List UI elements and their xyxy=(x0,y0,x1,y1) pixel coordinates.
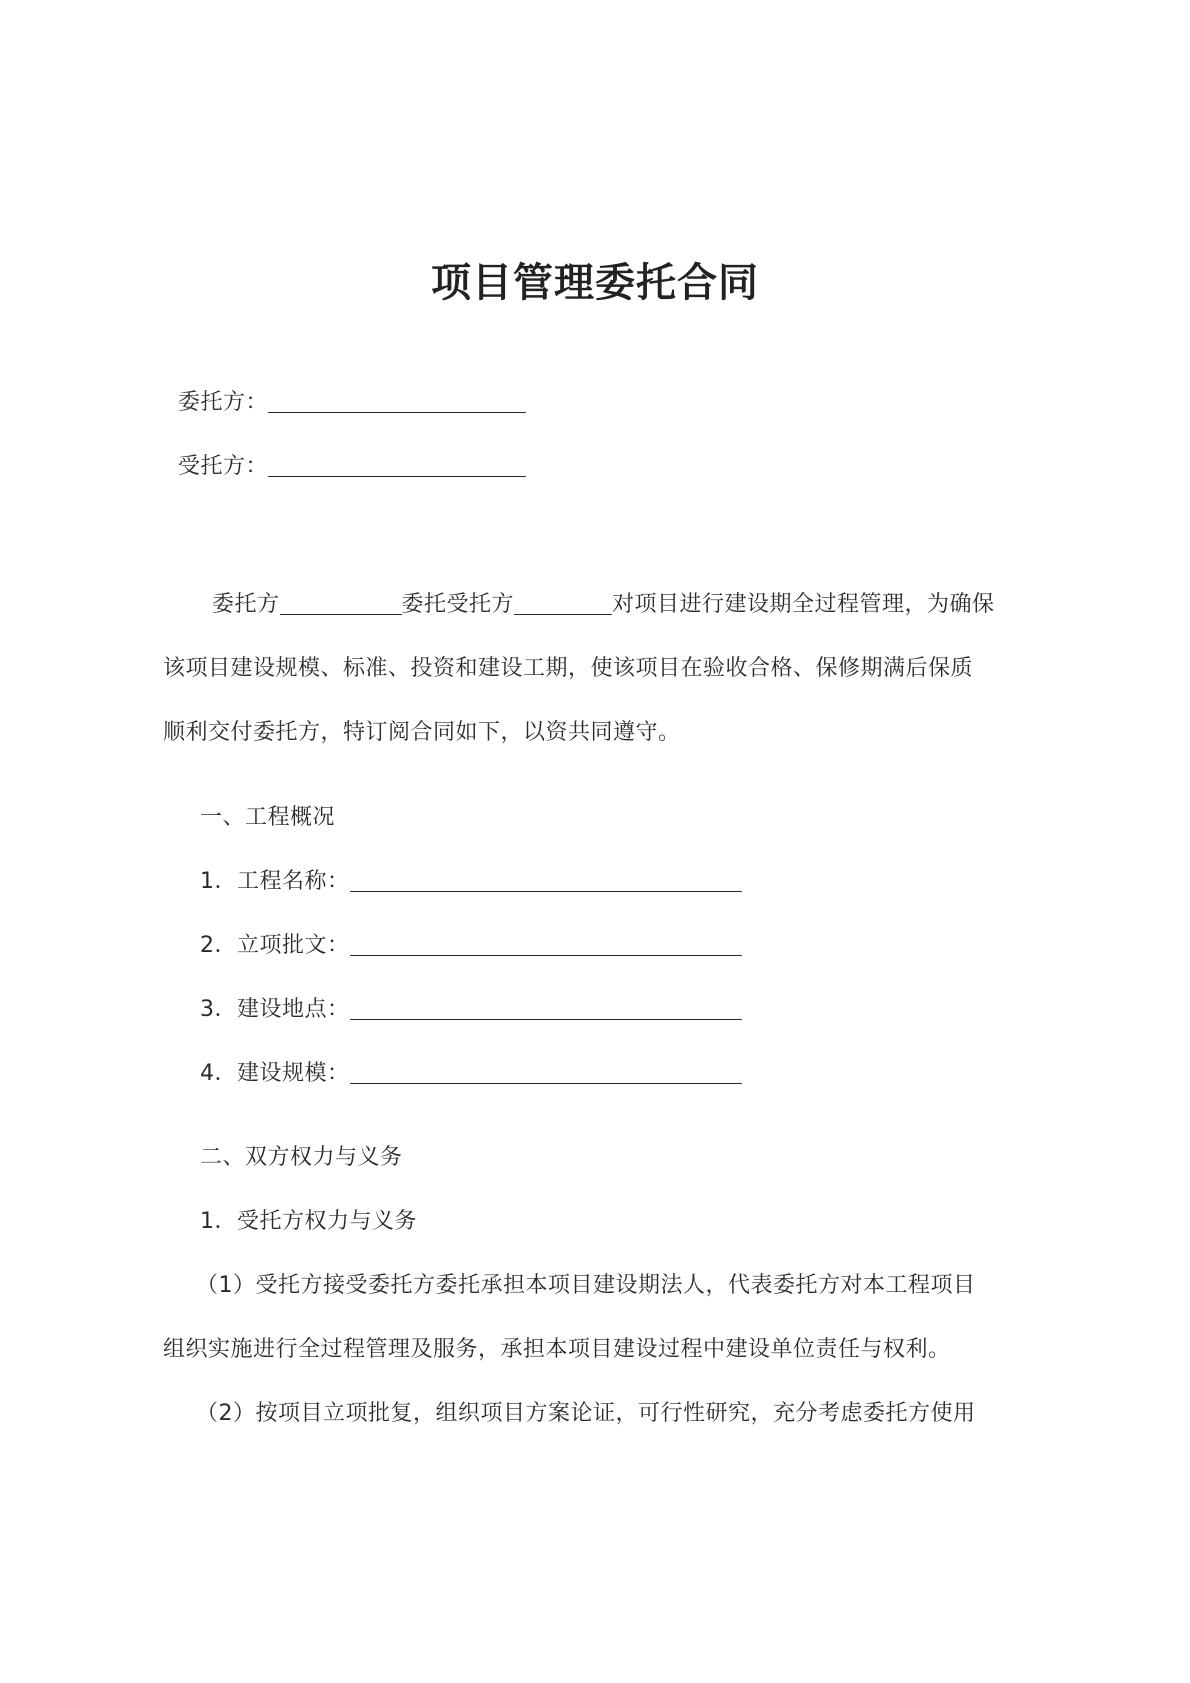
agent-label: 受托方： xyxy=(178,454,269,479)
section2-heading: 二、双方权力与义务 xyxy=(200,1145,403,1170)
agent-blank[interactable] xyxy=(268,454,526,477)
item-approval-doc xyxy=(200,931,742,961)
client-blank[interactable] xyxy=(268,390,526,413)
item-location xyxy=(200,995,742,1025)
intro-agent-blank[interactable] xyxy=(514,592,612,615)
clause1-line-1: （1）受托方接受委托方委托承担本项目建设期法人，代表委托方对本工程项目 xyxy=(196,1273,976,1298)
intro-line-2: 该项目建设规模、标准、投资和建设工期，使该项目在验收合格、保修期满后保质 xyxy=(163,656,974,681)
item-label: 3．建设地点： xyxy=(200,997,350,1022)
scale-blank[interactable] xyxy=(350,1061,742,1084)
intro-client-blank[interactable] xyxy=(280,592,402,615)
agent-line xyxy=(178,452,526,482)
section1-heading: 一、工程概况 xyxy=(200,805,336,830)
project-name-blank[interactable] xyxy=(350,869,742,892)
document-title: 项目管理委托合同 xyxy=(431,260,759,306)
item-project-name xyxy=(200,867,742,897)
item-label: 1．工程名称： xyxy=(200,869,350,894)
intro-text-c: 对项目进行建设期全过程管理，为确保 xyxy=(612,592,995,617)
section2-sub1: 1．受托方权力与义务 xyxy=(200,1209,417,1234)
item-label: 2．立项批文： xyxy=(200,933,350,958)
clause2-line-1: （2）按项目立项批复，组织项目方案论证，可行性研究，充分考虑委托方使用 xyxy=(196,1401,976,1426)
client-line xyxy=(178,388,526,418)
approval-doc-blank[interactable] xyxy=(350,933,742,956)
intro-text-a: 委托方 xyxy=(212,592,280,617)
clause1-line-2: 组织实施进行全过程管理及服务，承担本项目建设过程中建设单位责任与权利。 xyxy=(163,1337,951,1362)
client-label: 委托方： xyxy=(178,390,269,415)
item-scale xyxy=(200,1059,742,1089)
intro-line-3: 顺利交付委托方，特订阅合同如下，以资共同遵守。 xyxy=(163,720,681,745)
location-blank[interactable] xyxy=(350,997,742,1020)
intro-line-1 xyxy=(212,590,995,620)
intro-text-b: 委托受托方 xyxy=(401,592,515,617)
item-label: 4．建设规模： xyxy=(200,1061,350,1086)
